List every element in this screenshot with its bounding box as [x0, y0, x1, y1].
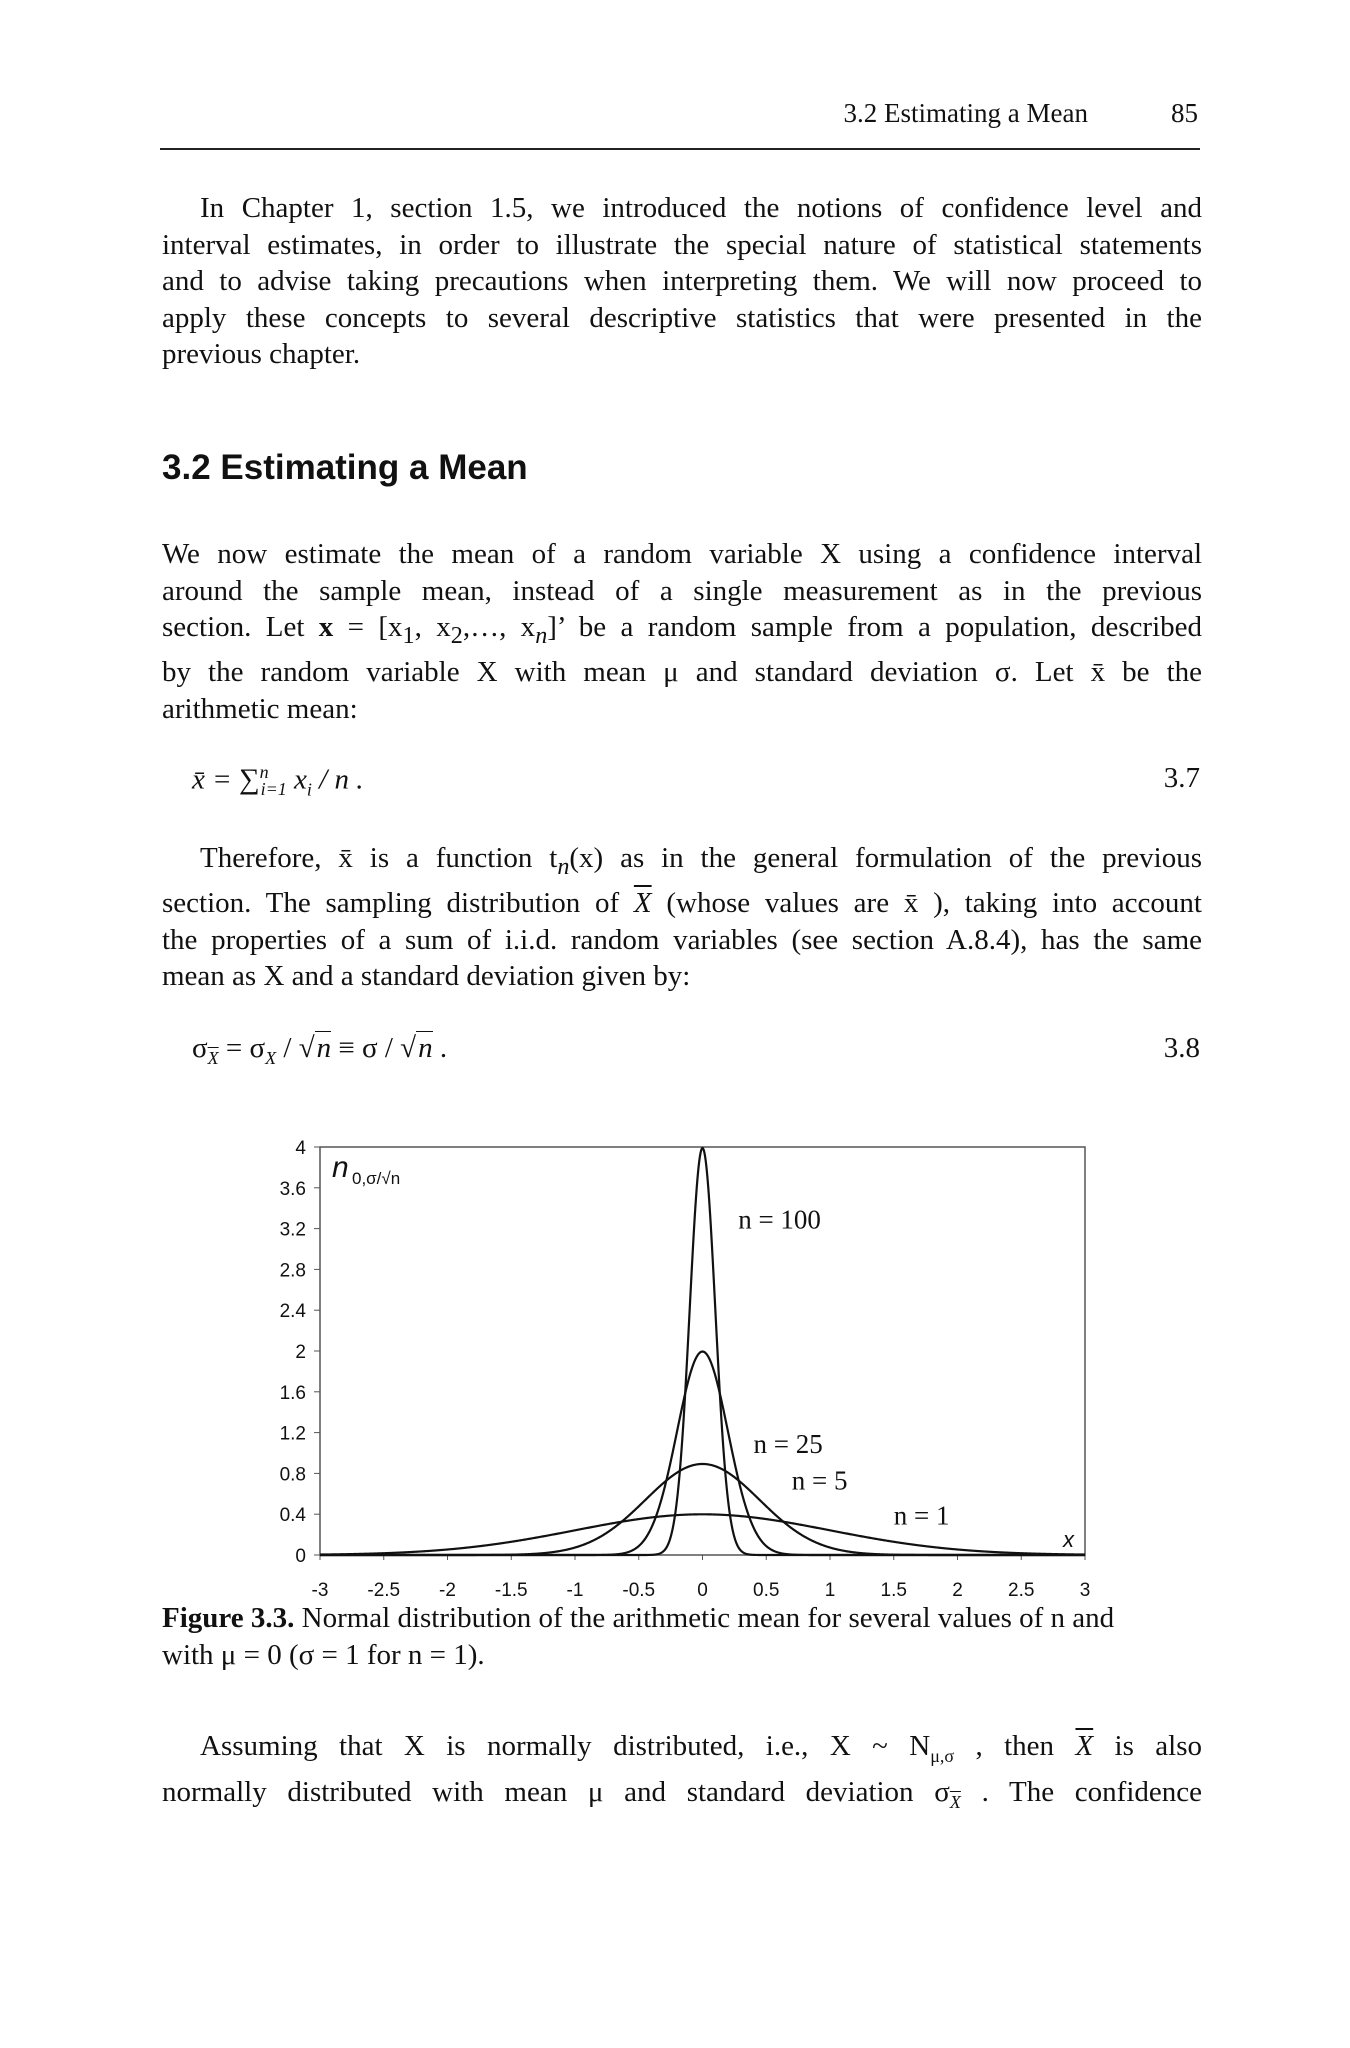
curve-label: n = 100 [738, 1204, 821, 1235]
page-number: 85 [1171, 98, 1198, 128]
x-tick-label: 1 [824, 1580, 836, 1601]
equation-number: 3.8 [1163, 1032, 1200, 1064]
header-rule [160, 148, 1200, 150]
eq-text: x [286, 763, 307, 796]
text-line: section. Let $x = [x_1$, $x_2,\dots$, $x_n$]’ be a random sample from a population, described [162, 611, 1202, 649]
eq-sub: X [265, 1047, 277, 1068]
x-tick-label: -2.5 [367, 1580, 401, 1601]
eq-text: x̄ = ∑ [192, 763, 260, 796]
text-span: Therefore, x̄ is a function t [200, 842, 558, 874]
text-span: (whose values are x̄ ), taking into account [651, 887, 1202, 920]
eq-sub: X [207, 1047, 219, 1068]
y-tick-label: 2.8 [279, 1260, 306, 1282]
paragraph-sampling-distribution [162, 840, 1202, 995]
paragraph-normal-assumption [162, 1728, 1202, 1821]
eq-text: / √ [276, 1032, 315, 1064]
bold-vector-x: x [318, 611, 334, 643]
x-tick-label: 3 [1079, 1580, 1091, 1601]
y-tick-label: 0.4 [279, 1505, 306, 1527]
y-axis-label: n [332, 1151, 349, 1184]
curve-label: n = 1 [893, 1500, 950, 1531]
y-tick-label: 1.2 [279, 1423, 306, 1445]
y-tick-label: 1.6 [279, 1382, 306, 1404]
text-line [162, 1774, 1202, 1820]
text-span: ]’ be a random sample from a population, described [547, 611, 1202, 643]
curve-label: n = 25 [753, 1429, 823, 1459]
eq-text: n [316, 1032, 332, 1064]
x-tick-label: 1.5 [880, 1580, 907, 1601]
text-line: around the sample mean, instead of a single measurement as in the previous [162, 574, 1202, 607]
text-line: the properties of a sum of i.i.d. random variables (see section A.8.4), has the same [162, 923, 1202, 956]
caption-text: Normal distribution of the arithmetic mean for several values of n and [294, 1602, 1115, 1634]
x-axis-label: x [1063, 1527, 1074, 1552]
figure-label: Figure 3.3. [162, 1602, 295, 1634]
text-line: apply these concepts to several descriptive statistics that were presented in the [162, 301, 1202, 334]
text-span: Assuming that X is normally distributed, i.e., X ~ N [200, 1730, 931, 1762]
eq-text: / n . [311, 763, 364, 796]
x-tick-label: 0.5 [753, 1580, 780, 1601]
y-tick-label: 2 [295, 1342, 306, 1363]
eq-sup: n [259, 762, 269, 782]
text-line: and to advise taking precautions when interpreting them. We will now proceed to [162, 265, 1202, 297]
equation-3-7 [192, 762, 363, 800]
eq-text: n [418, 1032, 433, 1064]
figure-caption [162, 1600, 1202, 1674]
eq-text: = σ [218, 1032, 266, 1064]
text-sub: μ,σ [930, 1745, 955, 1766]
curve-n5 [320, 1464, 1085, 1555]
eq-sub: i [306, 779, 312, 800]
text-span: , then [954, 1730, 1076, 1762]
x-tick-label: -2 [439, 1580, 456, 1601]
text-line: In Chapter 1, section 1.5, we introduced the notions of confidence level and [200, 192, 1202, 224]
eq-sub: i=1 [260, 779, 287, 800]
x-tick-label: 2 [952, 1580, 963, 1601]
y-axis-ticks [280, 1138, 320, 1567]
x-tick-label: -3 [311, 1580, 329, 1601]
text-line [162, 885, 1202, 922]
text-line: mean as X and a standard deviation given by: [162, 960, 691, 993]
section-heading: 3.2 Estimating a Mean [162, 448, 528, 487]
y-tick-label: 4 [295, 1138, 306, 1159]
text-span: is also [1093, 1730, 1203, 1762]
caption-text: with μ = 0 (σ = 1 for n = 1). [162, 1639, 485, 1671]
curves [320, 1148, 1085, 1555]
text-span: section. The sampling distribution of [162, 887, 634, 920]
text-line: arithmetic mean: [162, 692, 358, 725]
equation-3-8 [192, 1032, 447, 1069]
text-sub: n [557, 852, 570, 880]
text-span: , x [414, 611, 451, 643]
text-span: . The confidence [960, 1776, 1202, 1809]
x-tick-label: 0 [697, 1580, 708, 1601]
text-line: We now estimate the mean of a random variable X using a confidence interval [162, 538, 1202, 570]
curve-n1 [320, 1514, 1085, 1554]
y-tick-label: 3.2 [279, 1219, 306, 1241]
x-tick-label: -0.5 [622, 1580, 656, 1601]
normal-distribution-chart [270, 1135, 1100, 1605]
text-span: $\overline{X}$ [633, 887, 652, 920]
text-line: by the random variable X with mean μ and standard deviation σ. Let x̄ be the [162, 656, 1202, 689]
paragraph-estimate-mean [162, 536, 1202, 727]
curve-labels [738, 1205, 949, 1531]
text-span: = [x [333, 611, 403, 643]
x-axis-ticks [312, 1555, 1091, 1601]
y-tick-label: 0.8 [279, 1464, 306, 1486]
text-span: (x) as in the general formulation of the previous [569, 842, 1202, 874]
text-span: normally distributed with mean μ and standard deviation σ [162, 1776, 950, 1809]
y-tick-label: 0 [295, 1546, 306, 1567]
x-tick-label: 2.5 [1008, 1580, 1035, 1601]
eq-text: . [432, 1032, 448, 1064]
curve-label: n = 5 [791, 1465, 848, 1496]
curve-n25 [320, 1352, 1085, 1555]
text-sub: X [949, 1792, 961, 1813]
x-tick-label: -1.5 [494, 1580, 528, 1601]
text-span: ,…, x [462, 611, 536, 643]
equation-number: 3.7 [1163, 762, 1200, 794]
text-span: section. Let [162, 611, 319, 643]
text-span: $\overline{X}$ [1075, 1730, 1094, 1762]
eq-text: σ [192, 1032, 208, 1064]
text-line [162, 840, 1202, 885]
y-tick-label: 3.6 [279, 1178, 306, 1200]
eq-text: ≡ σ / √ [331, 1032, 417, 1064]
running-header [160, 98, 1200, 138]
y-tick-label: 2.4 [279, 1301, 306, 1323]
y-axis-label-subscript: 0,σ/√n [352, 1169, 401, 1188]
x-tick-label: -1 [566, 1580, 584, 1601]
figure-3-3 [270, 1135, 1100, 1605]
text-line: interval estimates, in order to illustrate the special nature of statistical statements [162, 228, 1202, 261]
running-title: 3.2 Estimating a Mean [843, 98, 1088, 128]
intro-paragraph [162, 190, 1202, 373]
text-line [162, 1728, 1202, 1774]
text-line: previous chapter. [162, 338, 361, 370]
